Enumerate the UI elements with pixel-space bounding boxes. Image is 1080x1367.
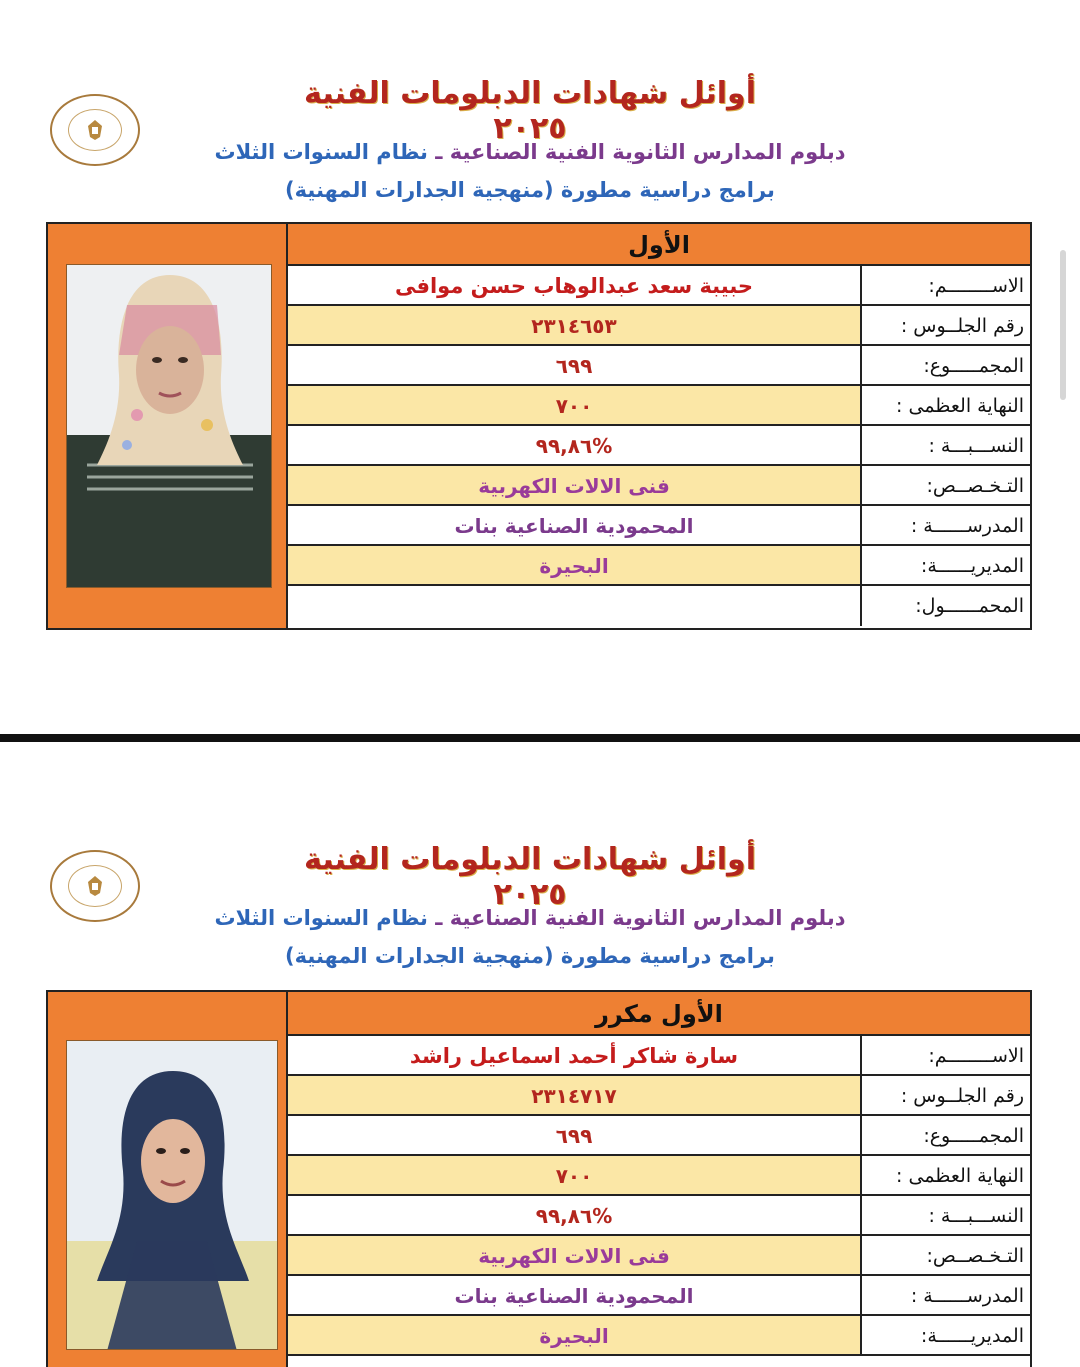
page-title: أوائل شهادات الدبلومات الفنية ٢٠٢٥: [304, 76, 756, 146]
row-specialization: [288, 466, 1030, 506]
row-total: [288, 346, 1030, 386]
directorate: البحيرة: [539, 554, 609, 578]
row-seat: [288, 1076, 1030, 1116]
diploma-subtitle: [200, 906, 860, 930]
student-name: حبيبة سعد عبدالوهاب حسن موافى: [394, 274, 754, 298]
diploma-type: دبلوم المدارس الثانوية الفنية الصناعية ـ: [427, 140, 846, 164]
rank-header: الأول مكرر: [288, 992, 1030, 1036]
max-score: ٧٠٠: [555, 1164, 593, 1188]
label-percent: النســـبـــة :: [860, 1196, 1030, 1234]
row-mobile: [288, 586, 1030, 626]
label-mobile: المحمــــــول:: [860, 586, 1030, 626]
total-score: ٦٩٩: [555, 354, 593, 378]
label-total: المجمـــــوع:: [860, 1116, 1030, 1154]
label-directorate: المديريــــــة:: [860, 546, 1030, 584]
label-school: المدرســــــة :: [860, 506, 1030, 544]
row-directorate: [288, 546, 1030, 586]
label-name: الاســــــــم:: [860, 1036, 1030, 1074]
label-max: النهاية العظمى :: [860, 386, 1030, 424]
label-percent: النســـبـــة :: [860, 426, 1030, 464]
row-total: [288, 1116, 1030, 1156]
row-percent: [288, 426, 1030, 466]
diploma-subtitle: [200, 140, 860, 164]
result-rows: [288, 266, 1030, 626]
percentage: %٩٩,٨٦: [535, 434, 613, 458]
school: المحمودية الصناعية بنات: [454, 1284, 694, 1308]
specialization: فنى الالات الكهربية: [478, 474, 670, 498]
seat-number: ٢٣١٤٧١٧: [531, 1084, 617, 1108]
row-school: [288, 506, 1030, 546]
row-specialization: [288, 1236, 1030, 1276]
row-percent: [288, 1196, 1030, 1236]
percentage: %٩٩,٨٦: [535, 1204, 613, 1228]
row-name: [288, 266, 1030, 306]
page-title: أوائل شهادات الدبلومات الفنية ٢٠٢٥: [304, 842, 756, 912]
label-specialization: التـخـصــص:: [860, 1236, 1030, 1274]
label-total: المجمـــــوع:: [860, 346, 1030, 384]
total-score: ٦٩٩: [555, 1124, 593, 1148]
section-divider: [0, 734, 1080, 742]
label-specialization: التـخـصــص:: [860, 466, 1030, 504]
label-seat: رقم الجلــوس :: [860, 1076, 1030, 1114]
photo-cell: [48, 224, 288, 628]
scrollbar-thumb[interactable]: [1060, 250, 1066, 400]
ministry-seal-icon: [50, 94, 140, 166]
rank-header: الأول: [288, 224, 1030, 266]
label-school: المدرســــــة :: [860, 1276, 1030, 1314]
directorate: البحيرة: [539, 1324, 609, 1348]
seat-number: ٢٣١٤٦٥٣: [531, 314, 617, 338]
student-name: سارة شاكر أحمد اسماعيل راشد: [409, 1044, 739, 1068]
school: المحمودية الصناعية بنات: [454, 514, 694, 538]
label-max: النهاية العظمى :: [860, 1156, 1030, 1194]
result-table: [46, 990, 1032, 1367]
student-photo: [66, 1040, 278, 1350]
student-photo: [66, 264, 272, 588]
row-name: [288, 1036, 1030, 1076]
label-seat: رقم الجلــوس :: [860, 306, 1030, 344]
photo-cell: [48, 992, 288, 1367]
program-subtitle: برامج دراسية مطورة (منهجية الجدارات المهنية): [285, 944, 775, 968]
result-card-second: [0, 770, 1080, 1367]
row-seat: [288, 306, 1030, 346]
row-directorate: [288, 1316, 1030, 1356]
ministry-seal-icon: [50, 850, 140, 922]
row-max: [288, 386, 1030, 426]
max-score: ٧٠٠: [555, 394, 593, 418]
label-directorate: المديريــــــة:: [860, 1316, 1030, 1354]
specialization: فنى الالات الكهربية: [478, 1244, 670, 1268]
label-name: الاســــــــم:: [860, 266, 1030, 304]
diploma-type: دبلوم المدارس الثانوية الفنية الصناعية ـ: [427, 906, 846, 930]
result-table: [46, 222, 1032, 630]
diploma-system: نظام السنوات الثلاث: [214, 906, 428, 930]
row-school: [288, 1276, 1030, 1316]
mobile-number: [288, 586, 860, 626]
diploma-system: نظام السنوات الثلاث: [214, 140, 428, 164]
row-max: [288, 1156, 1030, 1196]
result-rows: [288, 1036, 1030, 1356]
program-subtitle: برامج دراسية مطورة (منهجية الجدارات المهنية): [285, 178, 775, 202]
